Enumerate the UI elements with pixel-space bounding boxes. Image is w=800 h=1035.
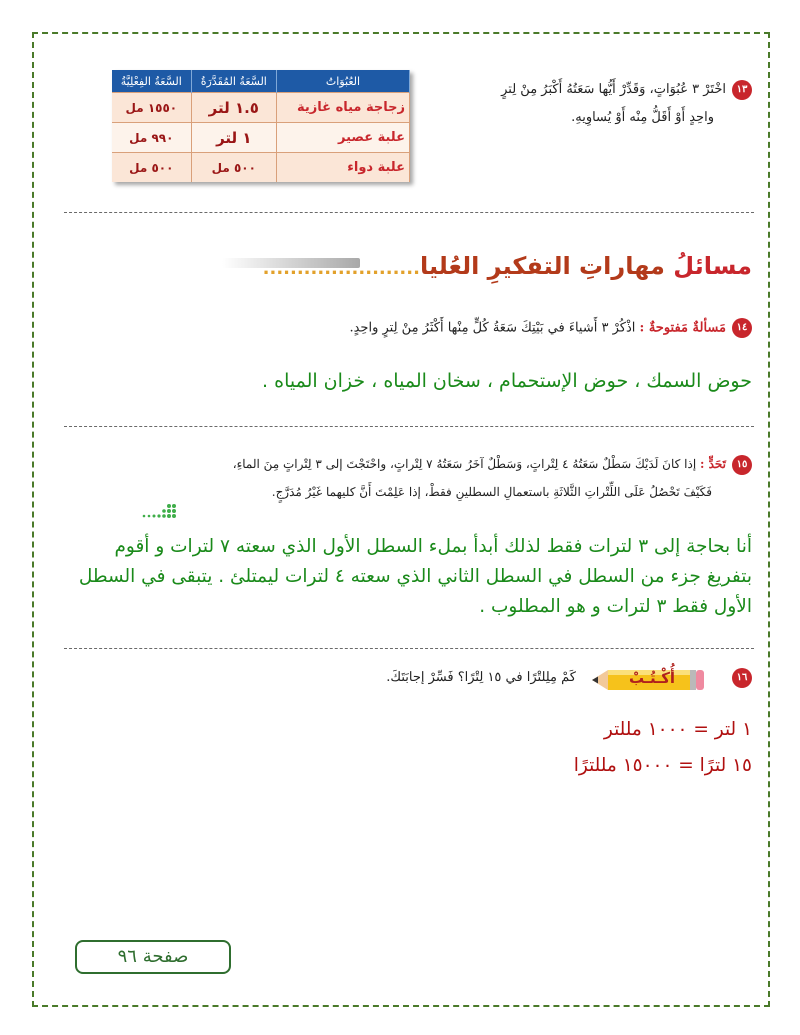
section-heading xyxy=(263,252,752,280)
table-cell: ٥٠٠ مل xyxy=(191,153,276,183)
pencil-write-icon xyxy=(592,666,704,694)
answer-15-line3: الأول فقط ٣ لترات و هو المطلوب . xyxy=(479,596,752,617)
table-header-row xyxy=(112,70,410,93)
question-number-badge: ١٣ xyxy=(732,80,752,100)
question-label: تَحَدٍّ : xyxy=(700,457,726,471)
dots-decoration-icon xyxy=(140,502,190,522)
answer-15 xyxy=(42,532,752,622)
table-header-cell: العُبُوَاتُ xyxy=(277,70,410,93)
answer-15-line1: أنا بحاجة إلى ٣ لترات فقط لذلك أبدأ بملء السطل الأول الذي سعته ٧ لترات و أقوم xyxy=(114,536,752,557)
answer-14: حوض السمك ، حوض الإستحمام ، سخان المياه ، خزان المياه . xyxy=(262,370,752,392)
answer-16-line2: ١٥ لترًا = ١٥٠٠٠ مللترًا xyxy=(573,755,752,776)
heading-dots: ....................... xyxy=(262,258,420,279)
question-13 xyxy=(422,76,752,132)
table-cell: ١.٥ لتر xyxy=(191,93,276,123)
table-row xyxy=(112,153,410,183)
table-cell: ٥٠٠ مل xyxy=(112,153,191,183)
table-cell: زجاجة مياه غازية xyxy=(277,93,410,123)
section-divider xyxy=(64,648,754,649)
table-row xyxy=(112,123,410,153)
page-number-badge: صفحة ٩٦ xyxy=(75,940,231,974)
question-13-line1: ١٣اخْتَرْ ٣ عُبُوَاتٍ، وَقَدِّرْ أَيُّها سَعَتُهُ أَكْبَرُ مِنْ لِترٍ xyxy=(422,76,752,104)
answer-16-line1: ١ لتر = ١٠٠٠ مللتر xyxy=(603,719,752,740)
table-cell: علبة دواء xyxy=(277,153,410,183)
capacity-table xyxy=(112,70,410,182)
question-14 xyxy=(52,318,752,338)
heading-part1: مسائلُ xyxy=(673,252,752,280)
table-row xyxy=(112,93,410,123)
question-16-text: كَمْ مِلِلتْرًا في ١٥ لِتْرًا؟ فَسِّرْ إجابَتَكَ. xyxy=(386,670,576,685)
section-divider xyxy=(64,426,754,427)
answer-15-line2: بتفريغ جزء من السطل في السطل الثاني الذي سعته ٤ لترات ليمتلئ . يتبقى في السطل xyxy=(78,566,752,587)
pencil-label: أُكْـتُـبْ xyxy=(628,669,676,687)
question-number-badge: ١٦ xyxy=(732,668,752,688)
question-15 xyxy=(32,450,752,506)
table-cell: ٩٩٠ مل xyxy=(112,123,191,153)
answer-16 xyxy=(574,712,752,784)
table-header-cell: السَّعَةُ المُقَدَّرَةُ xyxy=(191,70,276,93)
section-divider xyxy=(64,212,754,213)
question-text: اذْكُرْ ٣ أَشياءَ في بَيْتِكَ سَعَةُ كُلٍّ مِنْها أَكْثَرُ مِنْ لِترٍ واحِدٍ. xyxy=(349,320,636,336)
question-label: مَسألةٌ مَفتوحةٌ : xyxy=(639,320,726,336)
table-cell: ١٥٥٠ مل xyxy=(112,93,191,123)
heading-part2: مهاراتِ التفكيرِ العُليا xyxy=(419,252,665,280)
table-header-cell: السَّعَةُ الفِعْلِيَّةُ xyxy=(112,70,191,93)
question-15-line1: ١٥تَحَدٍّ : إذا كانَ لَدَيْكَ سَطْلٌ سَعَتُهُ ٤ لِتْراتٍ، وَسَطْلٌ آخَرُ سَعَتُهُ ٧ لِتْراتٍ، واحْتَجْتَ إلى ٣ لِتْراتٍ مِنَ الماءِ، xyxy=(32,450,752,478)
question-15-line2: فَكَيْفَ تَحْصُلُ عَلَى اللِّتْراتِ الثَّلاثَةِ باستعمالِ السطلينِ فقطْ، إذا عَلِمْتَ أَنَّ كليهما غَيْرُ مُدَرَّجٍ. xyxy=(271,485,712,499)
table-cell: علبة عصير xyxy=(277,123,410,153)
question-number-badge: ١٥ xyxy=(732,455,752,475)
table-cell: ١ لتر xyxy=(191,123,276,153)
question-number-badge: ١٤ xyxy=(732,318,752,338)
question-13-line2: واحِدٍ أَوْ أَقَلُّ مِنْه أَوْ يُساوِيهِ. xyxy=(571,110,714,125)
